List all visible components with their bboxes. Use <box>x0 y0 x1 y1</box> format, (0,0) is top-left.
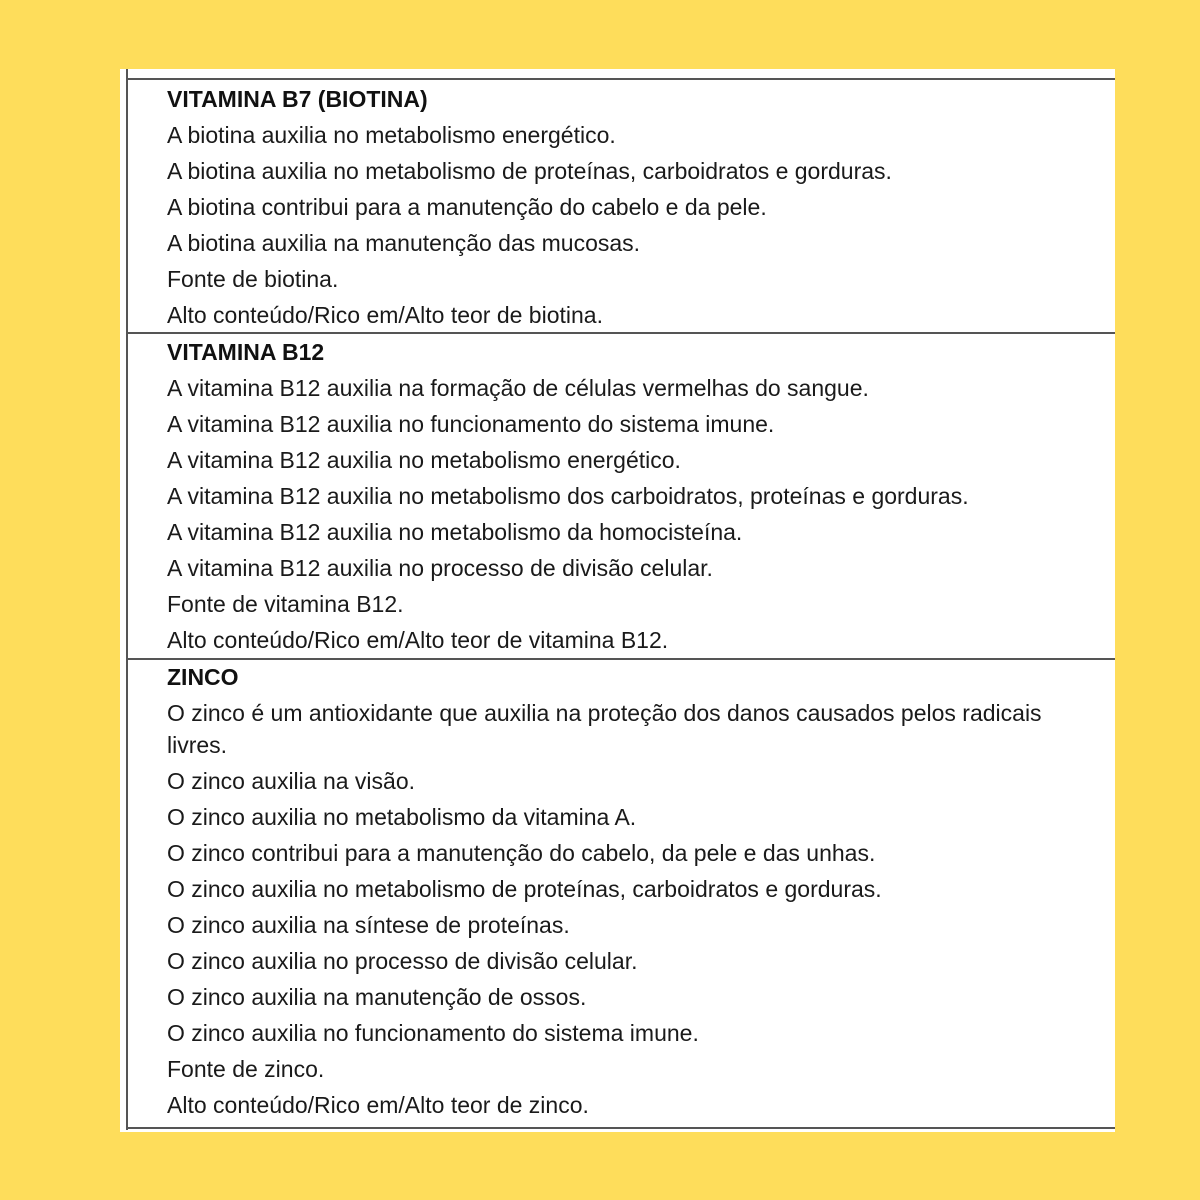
claim-line: Alto conteúdo/Rico em/Alto teor de biotina. <box>167 302 603 328</box>
claims-table <box>120 69 1115 1132</box>
section-zinc <box>167 659 1115 1123</box>
section-title: VITAMINA B7 (BIOTINA) <box>167 86 428 112</box>
claim-line: O zinco auxilia na visão. <box>167 768 416 794</box>
claim-line: A biotina auxilia na manutenção das mucosas. <box>167 230 641 256</box>
section-title: VITAMINA B12 <box>167 339 325 365</box>
claim-line: A vitamina B12 auxilia no funcionamento do sistema imune. <box>167 411 775 437</box>
table-top-border <box>126 78 1115 80</box>
claim-line: O zinco auxilia no metabolismo da vitamina A. <box>167 804 637 830</box>
table-left-border <box>126 69 128 1130</box>
claim-line: Alto conteúdo/Rico em/Alto teor de vitamina B12. <box>167 627 669 653</box>
table-bottom-border <box>126 1127 1115 1129</box>
claim-line: A vitamina B12 auxilia no metabolismo energético. <box>167 447 681 473</box>
claim-line: O zinco auxilia no metabolismo de proteínas, carboidratos e gorduras. <box>167 876 882 902</box>
section-title: ZINCO <box>167 664 239 690</box>
claim-line: A vitamina B12 auxilia no processo de divisão celular. <box>167 555 713 581</box>
section-vitamin-b7 <box>167 81 1115 333</box>
claim-line: Fonte de vitamina B12. <box>167 591 404 617</box>
section-vitamin-b12 <box>167 334 1115 658</box>
claim-line: O zinco auxilia na manutenção de ossos. <box>167 984 587 1010</box>
claim-line: O zinco auxilia no processo de divisão celular. <box>167 948 638 974</box>
claim-line: A vitamina B12 auxilia no metabolismo da homocisteína. <box>167 519 743 545</box>
claim-line: A vitamina B12 auxilia na formação de células vermelhas do sangue. <box>167 375 869 401</box>
claim-line: O zinco é um antioxidante que auxilia na proteção dos danos causados pelos radicais livres. <box>167 700 1042 758</box>
claim-line: Fonte de biotina. <box>167 266 339 292</box>
claim-line: Alto conteúdo/Rico em/Alto teor de zinco. <box>167 1092 589 1118</box>
claim-line: A biotina auxilia no metabolismo energético. <box>167 122 616 148</box>
claim-line: A biotina contribui para a manutenção do cabelo e da pele. <box>167 194 767 220</box>
claim-line: A biotina auxilia no metabolismo de proteínas, carboidratos e gorduras. <box>167 158 892 184</box>
claim-line: O zinco auxilia na síntese de proteínas. <box>167 912 570 938</box>
claim-line: O zinco auxilia no funcionamento do sistema imune. <box>167 1020 699 1046</box>
claim-line: A vitamina B12 auxilia no metabolismo dos carboidratos, proteínas e gorduras. <box>167 483 969 509</box>
claim-line: Fonte de zinco. <box>167 1056 325 1082</box>
claim-line: O zinco contribui para a manutenção do cabelo, da pele e das unhas. <box>167 840 876 866</box>
